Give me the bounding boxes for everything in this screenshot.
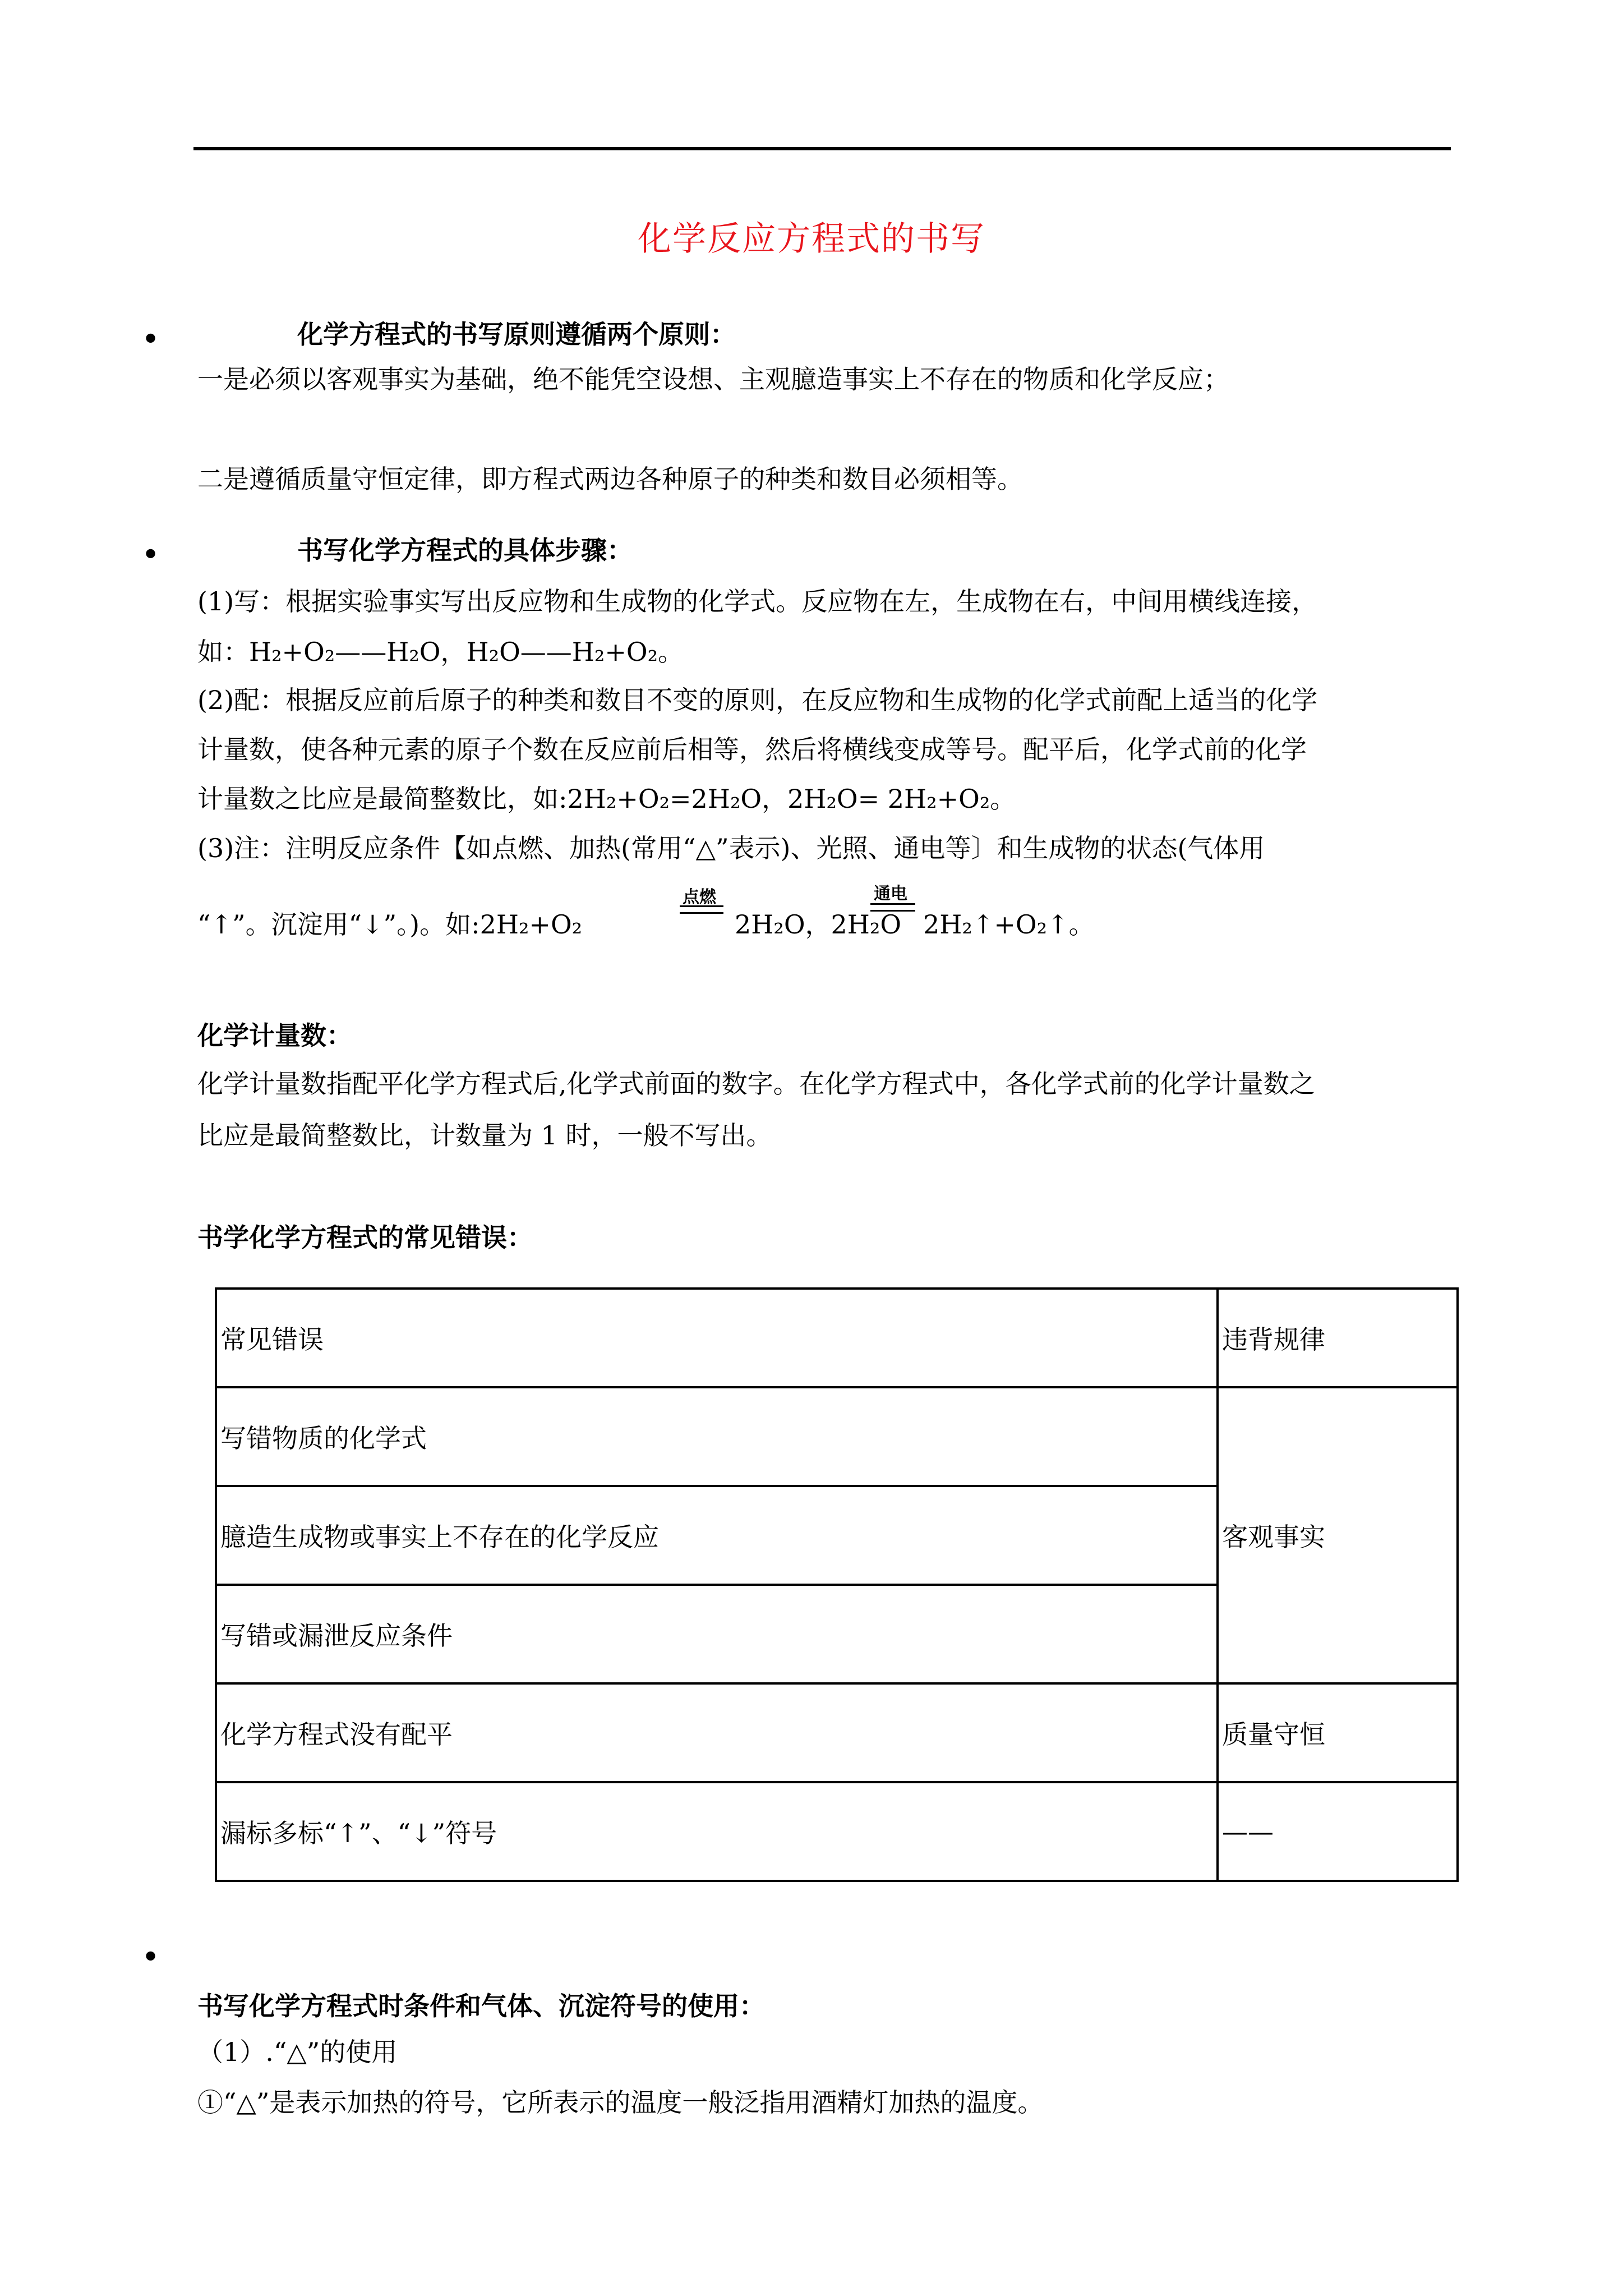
step3-line2-end: 2H₂↑+O₂↑。	[923, 909, 1095, 940]
equal-sign-bottom	[680, 912, 723, 914]
equal-sign-top	[680, 905, 723, 907]
section4-heading: 书学化学方程式的常见错误：	[197, 1222, 533, 1253]
table-cell-rule: 质量守恒	[1218, 1683, 1458, 1782]
table-cell-rule: 客观事实	[1218, 1387, 1458, 1683]
table-header-row	[216, 1289, 1458, 1387]
section3-line1: 化学计量数指配平化学方程式后,化学式前面的数字。在化学方程式中，各化学式前的化学计量数之	[197, 1069, 1315, 1099]
table-header-rule: 违背规律	[1218, 1289, 1458, 1387]
table-cell-error: 写错物质的化学式	[216, 1387, 1218, 1486]
step3-line2-mid: 2H₂O，2H₂O	[735, 909, 902, 940]
table-cell-error: 写错或漏泄反应条件	[216, 1585, 1218, 1683]
step2-line1: (2)配：根据反应前后原子的种类和数目不变的原则，在反应物和生成物的化学式前配上适当的化学	[197, 685, 1318, 715]
section2-heading: 书写化学方程式的具体步骤：	[297, 535, 633, 565]
section3-line2: 比应是最简整数比，计数量为 1 时，一般不写出。	[197, 1120, 772, 1151]
table-cell-rule: ——	[1218, 1782, 1458, 1881]
bullet-icon: •	[141, 321, 160, 358]
step2-line3: 计量数之比应是最简整数比，如:2H₂+O₂=2H₂O，2H₂O= 2H₂+O₂。	[197, 784, 1016, 814]
table-cell-error: 漏标多标“↑”、“↓”符号	[216, 1782, 1218, 1881]
table-row	[216, 1683, 1458, 1782]
step1-line1: (1)写：根据实验事实写出反应物和生成物的化学式。反应物在左，生成物在右，中间用横线连接，	[197, 586, 1318, 616]
table-row	[216, 1387, 1458, 1486]
section3-heading: 化学计量数：	[197, 1020, 352, 1051]
table-cell-error: 臆造生成物或事实上不存在的化学反应	[216, 1486, 1218, 1585]
section1-line2: 二是遵循质量守恒定律，即方程式两边各种原子的种类和数目必须相等。	[197, 464, 1023, 494]
step1-line2: 如：H₂+O₂——H₂O，H₂O——H₂+O₂。	[197, 637, 684, 667]
page-title: 化学反应方程式的书写	[638, 219, 985, 259]
table-header-error: 常见错误	[216, 1289, 1218, 1387]
bullet-icon: •	[141, 1939, 160, 1976]
step3-line2-start: “↑”。沉淀用“↓”。)。如:2H₂+O₂	[197, 909, 583, 940]
section1-heading: 化学方程式的书写原则遵循两个原则：	[297, 319, 736, 349]
section5-line1: ①“△”是表示加热的符号，它所表示的温度一般泛指用酒精灯加热的温度。	[197, 2087, 1044, 2118]
condition-ignite: 点燃	[683, 887, 716, 907]
step3-line1: (3)注：注明反应条件【如点燃、加热(常用“△”表示)、光照、通电等〕和生成物的状态(气体用	[197, 833, 1265, 863]
equal-sign-bottom	[870, 910, 915, 912]
step2-line2: 计量数，使各种元素的原子个数在反应前后相等，然后将横线变成等号。配平后，化学式前的化学	[197, 734, 1307, 765]
table-cell-error: 化学方程式没有配平	[216, 1683, 1218, 1782]
bullet-icon: •	[141, 537, 160, 573]
condition-electrolysis: 通电	[874, 884, 907, 904]
section5-subheading: （1）.“△”的使用	[197, 2037, 398, 2067]
table-row	[216, 1782, 1458, 1881]
section1-line1: 一是必须以客观事实为基础，绝不能凭空设想、主观臆造事实上不存在的物质和化学反应；	[197, 364, 1229, 394]
equal-sign-top	[870, 903, 915, 905]
common-errors-table	[215, 1287, 1459, 1882]
header-rule	[193, 147, 1451, 150]
section5-heading: 书写化学方程式时条件和气体、沉淀符号的使用：	[197, 1991, 765, 2021]
